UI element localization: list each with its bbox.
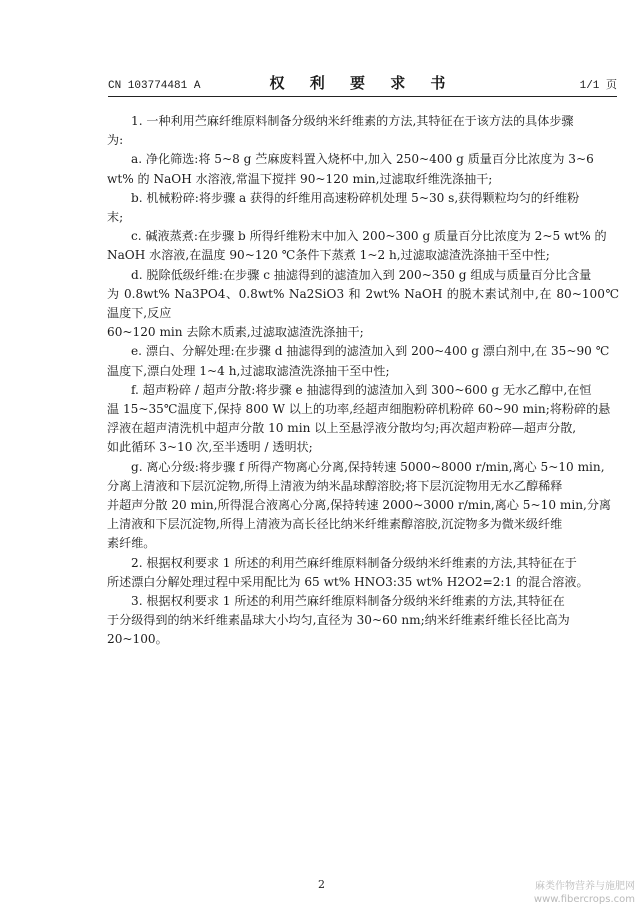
claim-line: f. 超声粉碎 / 超声分散:将步骤 e 抽滤得到的滤渣加入到 300~600 g 无水乙醇中,在恒 bbox=[131, 382, 592, 397]
claim-line: 20~100。 bbox=[107, 632, 168, 647]
claim-line: a. 净化筛选:将 5~8 g 苎麻废料置入烧杯中,加入 250~400 g 质量百分比浓度为 3~6 bbox=[131, 152, 594, 167]
claim-line: 于分级得到的纳米纤维素晶球大小均匀,直径为 30~60 nm;纳米纤维素纤维长径比高为 bbox=[107, 613, 570, 628]
claim-line: 如此循环 3~10 次,至半透明 / 透明状; bbox=[107, 440, 313, 455]
claim-line: 为: bbox=[107, 133, 124, 148]
claim-line: d. 脱除低级纤维:在步骤 c 抽滤得到的滤渣加入到 200~350 g 组成与质量百分比含量 bbox=[131, 267, 592, 282]
watermark-url: www.fibercrops.com bbox=[533, 894, 635, 905]
claim-line: 为 0.8wt% Na3PO4、0.8wt% Na2SiO3 和 2wt% NaOH 的脱木素试剂中,在 80~100℃温度下,反应 bbox=[107, 286, 619, 321]
claim-line: NaOH 水溶液,在温度 90~120 ℃条件下蒸煮 1~2 h,过滤取滤渣洗涤抽干至中性; bbox=[107, 248, 550, 263]
page-header bbox=[108, 74, 617, 97]
page-label: 1/1 页 bbox=[579, 80, 617, 92]
claim-paragraph bbox=[107, 458, 619, 554]
claim-line: 素纤维。 bbox=[107, 536, 156, 551]
claim-line: 3. 根据权利要求 1 所述的利用苎麻纤维原料制备分级纳米纤维素的方法,其特征在 bbox=[131, 594, 565, 609]
claims-body bbox=[107, 112, 619, 650]
claim-line: 2. 根据权利要求 1 所述的利用苎麻纤维原料制备分级纳米纤维素的方法,其特征在于 bbox=[131, 555, 577, 570]
claim-line: 上清液和下层沉淀物,所得上清液为高长径比纳米纤维素醇溶胶,沉淀物多为微米级纤维 bbox=[107, 517, 563, 532]
claim-line: 分离上清液和下层沉淀物,所得上清液为纳米晶球醇溶胶;将下层沉淀物用无水乙醇稀释 bbox=[107, 478, 563, 493]
claim-line: 温 15~35℃温度下,保持 800 W 以上的功率,经超声细胞粉碎机粉碎 60~90 min;将粉碎的悬 bbox=[107, 402, 611, 417]
watermark-site-name: 麻类作物营养与施肥网 bbox=[535, 881, 635, 892]
claim-line: 所述漂白分解处理过程中采用配比为 65 wt% HNO3:35 wt% H2O2=2:1 的混合溶液。 bbox=[107, 574, 589, 589]
claim-line: 并超声分散 20 min,所得混合液离心分离,保持转速 2000~3000 r/min,离心 5~10 min,分离 bbox=[107, 498, 612, 513]
claim-line: 1. 一种利用苎麻纤维原料制备分级纳米纤维素的方法,其特征在于该方法的具体步骤 bbox=[131, 114, 574, 128]
claim-line: b. 机械粉碎:将步骤 a 获得的纤维用高速粉碎机处理 5~30 s,获得颗粒均匀的纤维粉 bbox=[131, 190, 580, 205]
claim-paragraph bbox=[107, 266, 619, 343]
claim-paragraph bbox=[107, 112, 619, 150]
watermark bbox=[534, 880, 635, 906]
claim-line: 温度下,漂白处理 1~4 h,过滤取滤渣洗涤抽干至中性; bbox=[107, 363, 390, 378]
page-number: 2 bbox=[318, 878, 325, 891]
claim-line: c. 碱液蒸煮:在步骤 b 所得纤维粉末中加入 200~300 g 质量百分比浓度为 2~5 wt% 的 bbox=[131, 229, 607, 244]
claim-line: 60~120 min 去除木质素,过滤取滤渣洗涤抽干; bbox=[107, 325, 364, 340]
claim-paragraph bbox=[107, 342, 619, 380]
claim-paragraph bbox=[107, 554, 619, 592]
claim-paragraph bbox=[107, 150, 619, 188]
claim-line: wt% 的 NaOH 水溶液,常温下搅拌 90~120 min,过滤取纤维洗涤抽干; bbox=[107, 171, 493, 186]
claim-line: e. 漂白、分解处理:在步骤 d 抽滤得到的滤渣加入到 200~400 g 漂白剂中,在 35~90 ℃ bbox=[131, 344, 610, 359]
claim-paragraph bbox=[107, 592, 619, 650]
document-title: 权 利 要 求 书 bbox=[269, 74, 456, 92]
claim-paragraph bbox=[107, 381, 619, 458]
claim-line: 浮液在超声清洗机中超声分散 10 min 以上至悬浮液分散均匀;再次超声粉碎—超声分散, bbox=[107, 421, 577, 436]
claim-paragraph bbox=[107, 227, 619, 265]
claim-line: 末; bbox=[107, 210, 124, 225]
claim-line: g. 离心分级:将步骤 f 所得产物离心分离,保持转速 5000~8000 r/min,离心 5~10 min, bbox=[131, 459, 605, 474]
claim-paragraph bbox=[107, 189, 619, 227]
patent-number: CN 103774481 A bbox=[108, 80, 201, 92]
